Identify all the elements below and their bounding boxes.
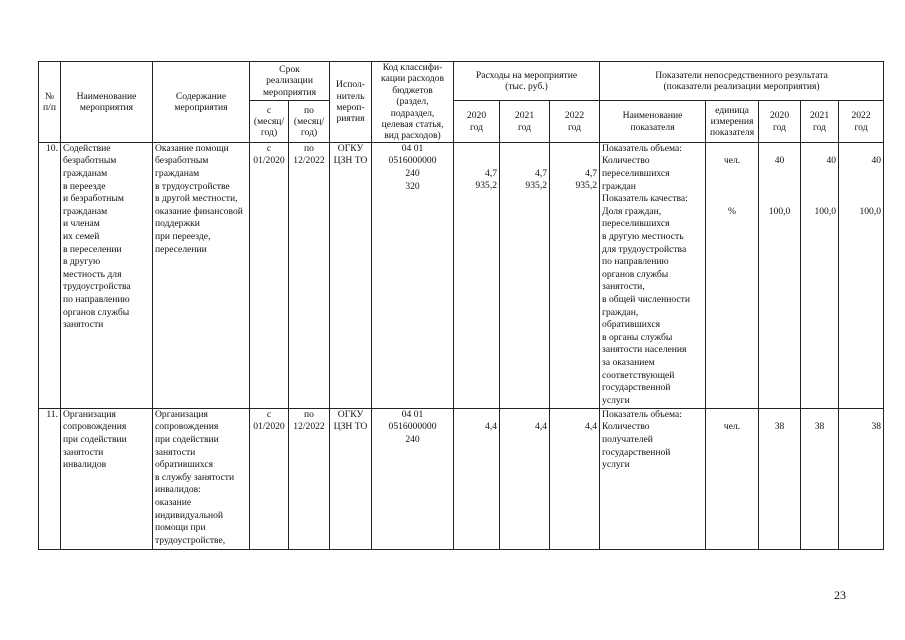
header-res-2022: 2022 год [839, 101, 884, 142]
header-name: Наименование мероприятия [61, 62, 153, 143]
header-exp-2022: 2022 год [550, 101, 600, 142]
header-term: Срок реализации мероприятия [250, 62, 330, 101]
header-results: Показатели непосредственного результата (показатели реализации мероприятия) [600, 62, 884, 101]
indicator-name: Показатель объема: Количество переселившихся граждан Показатель качества: Доля граждан, переселившихся в другую местность для трудоустройства по направлению органов службы занятости, в общей численности граждан, обратившихся в органы службы занятости населения за оказанием соответствующей государственной услуги [600, 142, 706, 408]
header-expenses: Расходы на мероприятие (тыс. руб.) [454, 62, 600, 101]
row-num: 11. [39, 408, 61, 549]
header-unit: единица измерения показателя [706, 101, 759, 142]
result-2022: 40 100,0 [839, 142, 884, 408]
page-number: 23 [834, 588, 846, 602]
header-exp-2021: 2021 год [500, 101, 550, 142]
header-term-to: по (месяц/ год) [289, 101, 330, 142]
header-content: Содержание мероприятия [153, 62, 250, 143]
header-num: № п/п [39, 62, 61, 143]
header-executor: Испол- нитель мероп- риятия [330, 62, 372, 143]
measure-content: Оказание помощи безработным гражданам в трудоустройстве в другой местности, оказание финансовой поддержки при переезде, переселении [153, 142, 250, 408]
measure-name: Содействие безработным гражданам в переезде и безработным гражданам и членам их семей в переселении в другую местность для трудоустройства по направлению органов службы занятости [61, 142, 153, 408]
executor: ОГКУ ЦЗН ТО [330, 142, 372, 408]
result-2021: 40 100,0 [801, 142, 839, 408]
result-2020: 38 [759, 408, 801, 549]
term-to: по 12/2022 [289, 408, 330, 549]
executor: ОГКУ ЦЗН ТО [330, 408, 372, 549]
measure-content: Организация сопровождения при содействии занятости обратившихся в службу занятости инвалидов: оказание индивидуальной помощи при трудоустройстве, [153, 408, 250, 549]
indicator-unit: чел. [706, 408, 759, 549]
table-row [39, 142, 884, 408]
header-code: Код классифи- кации расходов бюджетов (раздел, подраздел, целевая статья, вид расходов) [372, 62, 454, 143]
expense-2020: 4,7 935,2 [454, 142, 500, 408]
row-num: 10. [39, 142, 61, 408]
term-from: с 01/2020 [250, 408, 289, 549]
term-from: с 01/2020 [250, 142, 289, 408]
indicator-unit: чел. % [706, 142, 759, 408]
expense-2020: 4,4 [454, 408, 500, 549]
header-exp-2020: 2020 год [454, 101, 500, 142]
header-indicator-name: Наименование показателя [600, 101, 706, 142]
expense-2022: 4,4 [550, 408, 600, 549]
table-row [39, 408, 884, 549]
budget-code: 04 01 0516000000 240 [372, 408, 454, 549]
measures-table [38, 61, 884, 550]
header-res-2021: 2021 год [801, 101, 839, 142]
indicator-name: Показатель объема: Количество получателей государственной услуги [600, 408, 706, 549]
term-to: по 12/2022 [289, 142, 330, 408]
expense-2021: 4,7 935,2 [500, 142, 550, 408]
header-res-2020: 2020 год [759, 101, 801, 142]
budget-code: 04 01 0516000000 240 320 [372, 142, 454, 408]
expense-2022: 4,7 935,2 [550, 142, 600, 408]
result-2020: 40 100,0 [759, 142, 801, 408]
expense-2021: 4,4 [500, 408, 550, 549]
header-term-from: с (месяц/ год) [250, 101, 289, 142]
result-2022: 38 [839, 408, 884, 549]
measure-name: Организация сопровождения при содействии занятости инвалидов [61, 408, 153, 549]
result-2021: 38 [801, 408, 839, 549]
